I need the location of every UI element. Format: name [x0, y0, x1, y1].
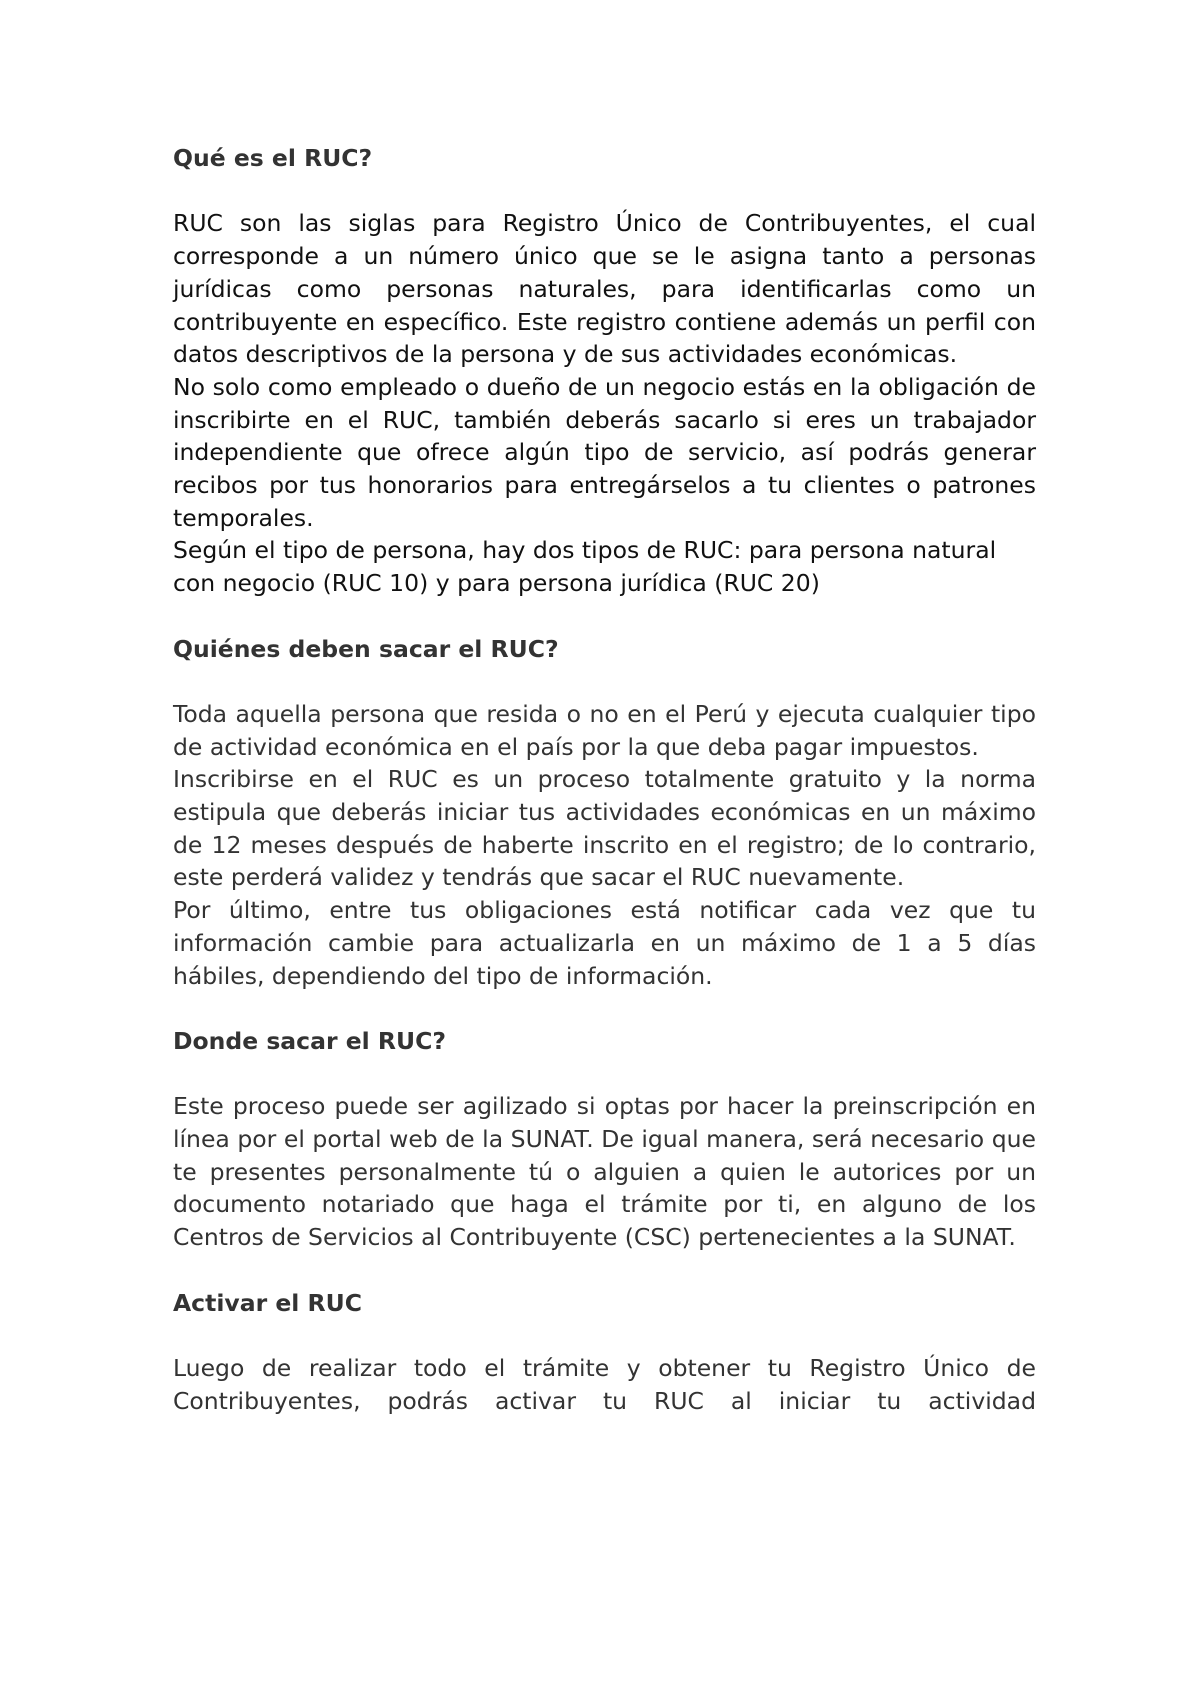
paragraph: Según el tipo de persona, hay dos tipos de RUC: para persona natural con negocio (RUC 10) y para persona jurídica (RUC 20)	[173, 536, 997, 598]
paragraph: No solo como empleado o dueño de un negocio estás en la obligación de inscribirte en el RUC, también deberás sacarlo si eres un trabajador independiente que ofrece algún tipo de servicio, así podrás generar recibos por tus honorarios para entregárselos a tu clientes o patrones temporales.	[173, 372, 1036, 532]
spacer	[173, 665, 1036, 698]
spacer	[173, 175, 1036, 208]
spacer	[173, 992, 1036, 1025]
paragraph: Inscribirse en el RUC es un proceso totalmente gratuito y la norma estipula que deberás iniciar tus actividades económicas en un máximo de 12 meses después de haberte inscrito en el registro; de lo contrario, este perderá validez y tendrás que sacar el RUC nuevamente.	[173, 765, 1036, 892]
section-heading-donde-sacar: Donde sacar el RUC?	[173, 1026, 446, 1055]
section-heading-activar-ruc: Activar el RUC	[173, 1288, 362, 1317]
paragraph: Este proceso puede ser agilizado si optas por hacer la preinscripción en línea por el portal web de la SUNAT. De igual manera, será necesario que te presentes personalmente tú o alguien a quien le autorices por un documento notariado que haga el trámite por ti, en alguno de los Centros de Servicios al Contribuyente (CSC) pertenecientes a la SUNAT.	[173, 1092, 1036, 1252]
spacer	[173, 1254, 1036, 1287]
paragraph: Luego de realizar todo el trámite y obtener tu Registro Único de Contribuyentes, podrás activar tu RUC al iniciar tu actividad	[173, 1353, 1036, 1415]
spacer	[173, 1058, 1036, 1091]
spacer	[173, 1319, 1036, 1352]
spacer	[173, 600, 1036, 633]
paragraph: Toda aquella persona que resida o no en el Perú y ejecuta cualquier tipo de actividad económica en el país por la que deba pagar impuestos.	[173, 699, 1036, 761]
section-heading-quienes-deben: Quiénes deben sacar el RUC?	[173, 634, 559, 663]
section-heading-que-es-ruc: Qué es el RUC?	[173, 144, 373, 172]
paragraph: RUC son las siglas para Registro Único de Contribuyentes, el cual corresponde a un número único que se le asigna tanto a personas jurídicas como personas naturales, para identificarlas como un contribuyente en específico. Este registro contiene además un perfil con datos descriptivos de la persona y de sus actividades económicas.	[173, 209, 1036, 369]
paragraph: Por último, entre tus obligaciones está notificar cada vez que tu información cambie para actualizarla en un máximo de 1 a 5 días hábiles, dependiendo del tipo de información.	[173, 896, 1036, 990]
document-page	[173, 142, 1036, 1417]
